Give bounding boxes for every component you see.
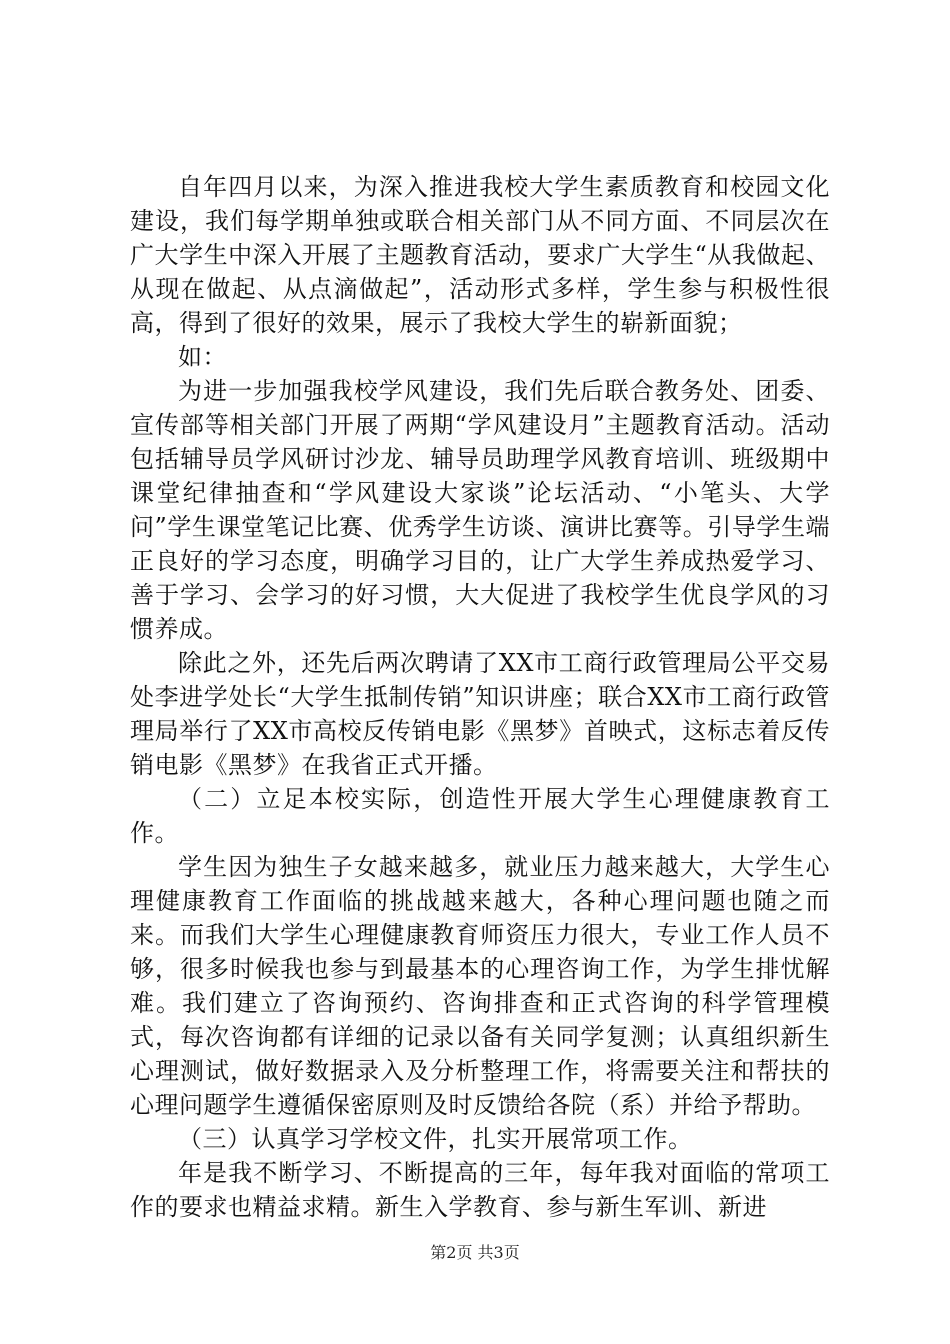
paragraph-routine-work: 年是我不断学习、不断提高的三年，每年我对面临的常项工作的要求也精益求精。新生入学教育、参与新生军训、新进 [130,1159,830,1221]
paragraph-example-label: 如： [178,343,227,371]
document-body [130,170,830,1224]
section-heading-routine-work: （三）认真学习学校文件，扎实开展常项工作。 [178,1125,693,1153]
page-footer: 第2页 共3页 [430,1243,520,1262]
section-heading-mental-health: （二）立足本校实际，创造性开展大学生心理健康教育工作。 [130,785,830,847]
paragraph-anti-pyramid: 除此之外，还先后两次聘请了XX市工商行政管理局公平交易处李进学处长“大学生抵制传销”知识讲座；联合XX市工商行政管理局举行了XX市高校反传销电影《黑梦》首映式，这标志着反传销电影《黑梦》在我省正式开播。 [130,649,830,779]
paragraph-study-style: 为进一步加强我校学风建设，我们先后联合教务处、团委、宣传部等相关部门开展了两期“学风建设月”主题教育活动。活动包括辅导员学风研讨沙龙、辅导员助理学风教育培训、班级期中课堂纪律抽查和“学风建设大家谈”论坛活动、“小笔头、大学问”学生课堂笔记比赛、优秀学生访谈、演讲比赛等。引导学生端正良好的学习态度，明确学习目的，让广大学生养成热爱学习、善于学习、会学习的好习惯，大大促进了我校学生优良学风的习惯养成。 [130,377,830,643]
paragraph-mental-health: 学生因为独生子女越来越多，就业压力越来越大，大学生心理健康教育工作面临的挑战越来越大，各种心理问题也随之而来。而我们大学生心理健康教育师资压力很大，专业工作人员不够，很多时候我也参与到最基本的心理咨询工作，为学生排忧解难。我们建立了咨询预约、咨询排查和正式咨询的科学管理模式，每次咨询都有详细的记录以备有关同学复测；认真组织新生心理测试，做好数据录入及分析整理工作，将需要关注和帮扶的心理问题学生遵循保密原则及时反馈给各院（系）并给予帮助。 [130,853,830,1119]
paragraph-intro: 自年四月以来，为深入推进我校大学生素质教育和校园文化建设，我们每学期单独或联合相关部门从不同方面、不同层次在广大学生中深入开展了主题教育活动，要求广大学生“从我做起、从现在做起、从点滴做起”，活动形式多样，学生参与积极性很高，得到了很好的效果，展示了我校大学生的崭新面貌； [130,173,830,337]
